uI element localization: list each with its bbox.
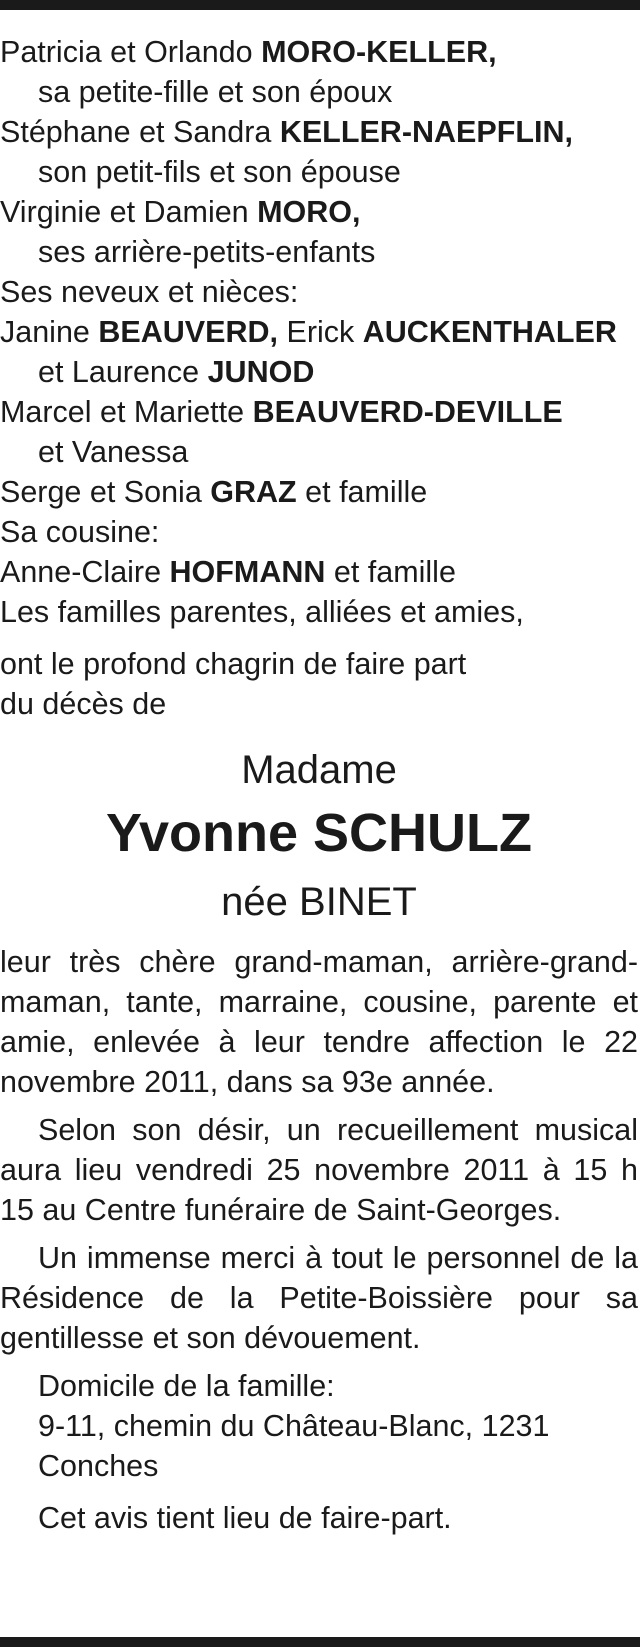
- family-line: Les familles parentes, alliées et amies,: [0, 595, 524, 629]
- ceremony-paragraph: Selon son désir, un recueillement musical aura lieu vendredi 25 novembre 2011 à 15 h 15 au Centre funéraire de Saint-Georges.: [0, 1113, 638, 1227]
- bottom-border-rule: [0, 1637, 640, 1647]
- family-surname: GRAZ: [210, 475, 297, 509]
- family-line: [0, 32, 638, 72]
- family-text: Anne-Claire: [0, 555, 170, 589]
- family-surname: KELLER-NAEPFLIN,: [279, 115, 573, 149]
- family-text: Erick: [278, 315, 363, 349]
- address-line: Conches: [38, 1449, 159, 1483]
- family-text: Stéphane et Sandra: [0, 115, 280, 149]
- closing-note: Cet avis tient lieu de faire-part.: [38, 1501, 452, 1535]
- family-text: Janine: [0, 315, 99, 349]
- family-text: Serge et Sonia: [0, 475, 211, 509]
- family-surname: JUNOD: [207, 355, 315, 389]
- family-surname: AUCKENTHALER: [362, 315, 617, 349]
- intro-line: ont le profond chagrin de faire part: [0, 647, 467, 681]
- family-surname: MORO-KELLER,: [261, 35, 497, 69]
- family-relation: son petit-fils et son épouse: [38, 155, 401, 189]
- family-line: [0, 112, 638, 152]
- family-relation: et Vanessa: [38, 435, 189, 469]
- family-surname: HOFMANN: [169, 555, 326, 589]
- family-surname: MORO,: [257, 195, 361, 229]
- address-label: Domicile de la famille:: [38, 1369, 335, 1403]
- family-relation: sa petite-fille et son époux: [38, 75, 393, 109]
- family-text: et famille: [296, 475, 428, 509]
- obituary-notice: [0, 32, 638, 1538]
- family-line: [0, 552, 638, 592]
- deceased-title: Madame: [241, 748, 397, 792]
- family-line: [0, 352, 638, 392]
- top-border-rule: [0, 0, 640, 10]
- family-text: Virginie et Damien: [0, 195, 258, 229]
- family-line: [0, 192, 638, 232]
- address-line: 9-11, chemin du Château-Blanc, 1231: [38, 1409, 550, 1443]
- family-line: [0, 472, 638, 512]
- family-group-heading: Sa cousine:: [0, 515, 160, 549]
- deceased-name: Yvonne SCHULZ: [105, 803, 533, 863]
- family-line: [0, 312, 638, 352]
- family-group-heading: Ses neveux et nièces:: [0, 275, 299, 309]
- family-text: Marcel et Mariette: [0, 395, 253, 429]
- tribute-paragraph: leur très chère grand-maman, arrière-grand-maman, tante, marraine, cousine, parente et amie, enlevée à leur tendre affection le 22 novembre 2011, dans sa 93e année.: [0, 945, 638, 1099]
- family-relation: ses arrière-petits-enfants: [38, 235, 376, 269]
- intro-line: du décès de: [0, 687, 167, 721]
- family-surname: BEAUVERD,: [98, 315, 278, 349]
- deceased-maiden-name: née BINET: [221, 880, 417, 924]
- thanks-paragraph: Un immense merci à tout le personnel de la Résidence de la Petite-Boissière pour sa gentillesse et son dévouement.: [0, 1241, 638, 1355]
- family-text: et Laurence: [38, 355, 208, 389]
- family-text: et famille: [325, 555, 456, 589]
- family-surname: BEAUVERD-DEVILLE: [252, 395, 563, 429]
- family-text: Patricia et Orlando: [0, 35, 262, 69]
- family-line: [0, 392, 638, 432]
